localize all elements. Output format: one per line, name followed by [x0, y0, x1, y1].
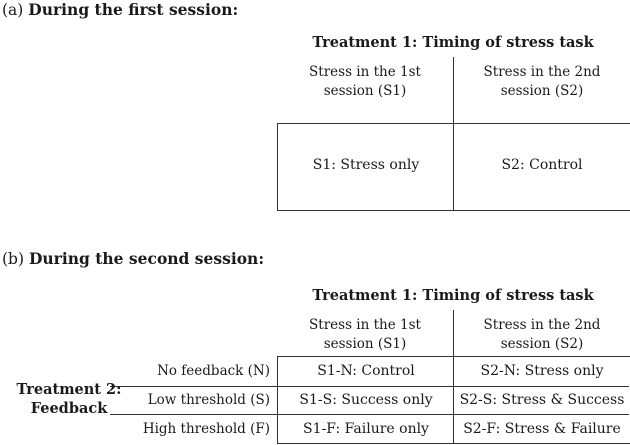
panel-b-col1-header: Stress in the 1st session (S1): [309, 317, 421, 352]
panel-b-cell-s2-s: S2-S: Stress & Success: [459, 392, 625, 408]
panel-b-title: During the second session:: [28, 249, 265, 268]
panel-a-col1-header: Stress in the 1st session (S1): [309, 64, 421, 99]
panel-b-row-label-low-threshold: Low threshold (S): [147, 392, 270, 408]
panel-b-cell-s1-f: S1-F: Failure only: [303, 421, 429, 437]
panel-b-cell-s2-n: S2-N: Stress only: [480, 363, 604, 379]
panel-a-cell-s2: S2: Control: [501, 157, 583, 173]
panel-b-row-divider-1: [110, 386, 629, 387]
panel-b-caption: [2, 249, 264, 268]
panel-a-title: During the first session:: [28, 0, 239, 19]
panel-b-row-divider-2: [110, 414, 629, 415]
panel-b-label: (b): [2, 250, 25, 268]
panel-a-caption: [2, 0, 238, 19]
panel-b-col2-header: Stress in the 2nd session (S2): [483, 317, 601, 352]
panel-a-col2-header: Stress in the 2nd session (S2): [483, 64, 601, 99]
panel-b-treatment2-label: Treatment 2: Feedback: [16, 381, 122, 417]
panel-b-cell-s1-s: S1-S: Success only: [299, 392, 433, 408]
panel-a-header-divider: [453, 57, 454, 123]
panel-b-treatment1-heading: Treatment 1: Timing of stress task: [312, 287, 594, 304]
panel-b-row-label-high-threshold: High threshold (F): [142, 421, 270, 437]
panel-b-header-divider: [453, 310, 454, 356]
panel-a-treatment1-heading: Treatment 1: Timing of stress task: [312, 34, 594, 51]
panel-b-cell-s1-n: S1-N: Control: [317, 363, 415, 379]
panel-a-cell-s1: S1: Stress only: [312, 157, 420, 173]
panel-b-cell-s2-f: S2-F: Stress & Failure: [463, 421, 621, 437]
panel-b-row-label-no-feedback: No feedback (N): [157, 363, 270, 379]
panel-a-label: (a): [2, 1, 24, 19]
